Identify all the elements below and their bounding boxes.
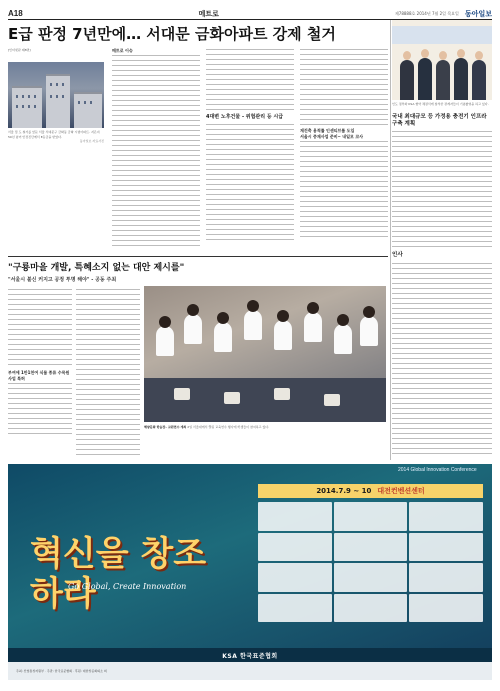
column-divider	[390, 20, 391, 460]
photo-caption: 서울 및 도 철거를 앞둔 서울 서대문구 금화동 금화 시범아파트. 지은지 50년 넘어 안전진단에서 E등급을 받았다. 동아일보 자료사진	[8, 130, 104, 143]
caption-title: 해양문화 학습장– 교원연수 개최	[144, 425, 187, 429]
promo-title: 2014 Global Innovation Conference	[398, 467, 477, 473]
mid-column-headline: 부여에 1만1천여 식물 종류 수목원 사업 특허	[8, 370, 70, 381]
mid-column-1	[8, 288, 72, 434]
promo-bottom-bar	[8, 662, 492, 680]
column-subhead: 4대변 노후건물 - 위험관리 등 시급	[206, 114, 284, 120]
right-section-title: 인사	[392, 252, 403, 258]
promo-date-bar	[258, 484, 483, 498]
right-article-text	[392, 130, 492, 248]
publication-logo: 동아일보	[464, 9, 492, 18]
promo-subtitle: Go Global, Create Innovation	[68, 582, 187, 591]
promo-slogan: 혁신을 창조하라	[30, 534, 207, 614]
article-column-3	[300, 48, 388, 240]
page-header	[8, 8, 492, 20]
issue-date: 제78888호 2014년 7월 2일 목요일	[394, 10, 459, 16]
promo-bottom-text: 주최: 산업통상자원부 · 주관: 한국표준협회 · 후원: 대한상공회의소 외	[16, 669, 107, 673]
right-photo-caption: 인도 정부와 KSA 협약 체결식에 참석한 관계자들이 기념촬영을 하고 있다.	[392, 102, 489, 106]
right-article-headline: 국내 최대규모 등 가정용 충전기 인프라 구축 계획	[392, 114, 487, 127]
column-subhead-a: 재건축 용적률 인센티브를 도입	[300, 128, 355, 133]
section-divider	[8, 256, 388, 257]
caption-text: 2일 서울대에서 열린 교육연수 행사에 학생들이 참여하고 있다.	[187, 425, 270, 429]
mid-column-2	[76, 288, 140, 456]
right-lower-text	[392, 262, 492, 456]
mid-headline: "구룡마을 개발, 특혜소지 없는 대안 제시를"	[8, 263, 185, 273]
promo-footer	[8, 648, 492, 662]
promo-org: KSA 한국표준협회	[222, 652, 278, 660]
conference-advertisement	[8, 464, 492, 680]
ceremony-photo	[392, 20, 492, 100]
classroom-caption	[144, 425, 386, 430]
promo-date: 2014.7.9 ~ 10	[316, 487, 372, 495]
main-headline: E급 판정 7년만에… 서대문 금화아파트 강제 철거	[8, 25, 336, 43]
classroom-photo	[144, 286, 386, 422]
article-column-1	[112, 48, 200, 250]
promo-program-grid	[258, 502, 483, 622]
promo-venue: 대전컨벤션센터	[377, 487, 425, 495]
section-name: 메트로	[198, 9, 219, 18]
photo-credit: 동아일보 자료사진	[79, 139, 104, 143]
page-number: A18	[8, 9, 23, 18]
apartment-photo	[8, 62, 104, 128]
article-column-2	[206, 48, 294, 243]
byline: [인터넷판 제8면]	[8, 48, 31, 52]
mid-subhead: "서울시 불신 커지고 공정 투명 해야" - 공동 주최	[8, 277, 117, 283]
header-right	[395, 9, 492, 19]
column-kicker: 메트로 이슈	[112, 48, 133, 53]
column-subhead-b: 서울시 중재사업 준비~ 내일모 코사	[300, 134, 364, 139]
article-text	[112, 54, 200, 250]
byline-block	[8, 48, 104, 53]
right-photo-caption-block	[392, 102, 492, 107]
